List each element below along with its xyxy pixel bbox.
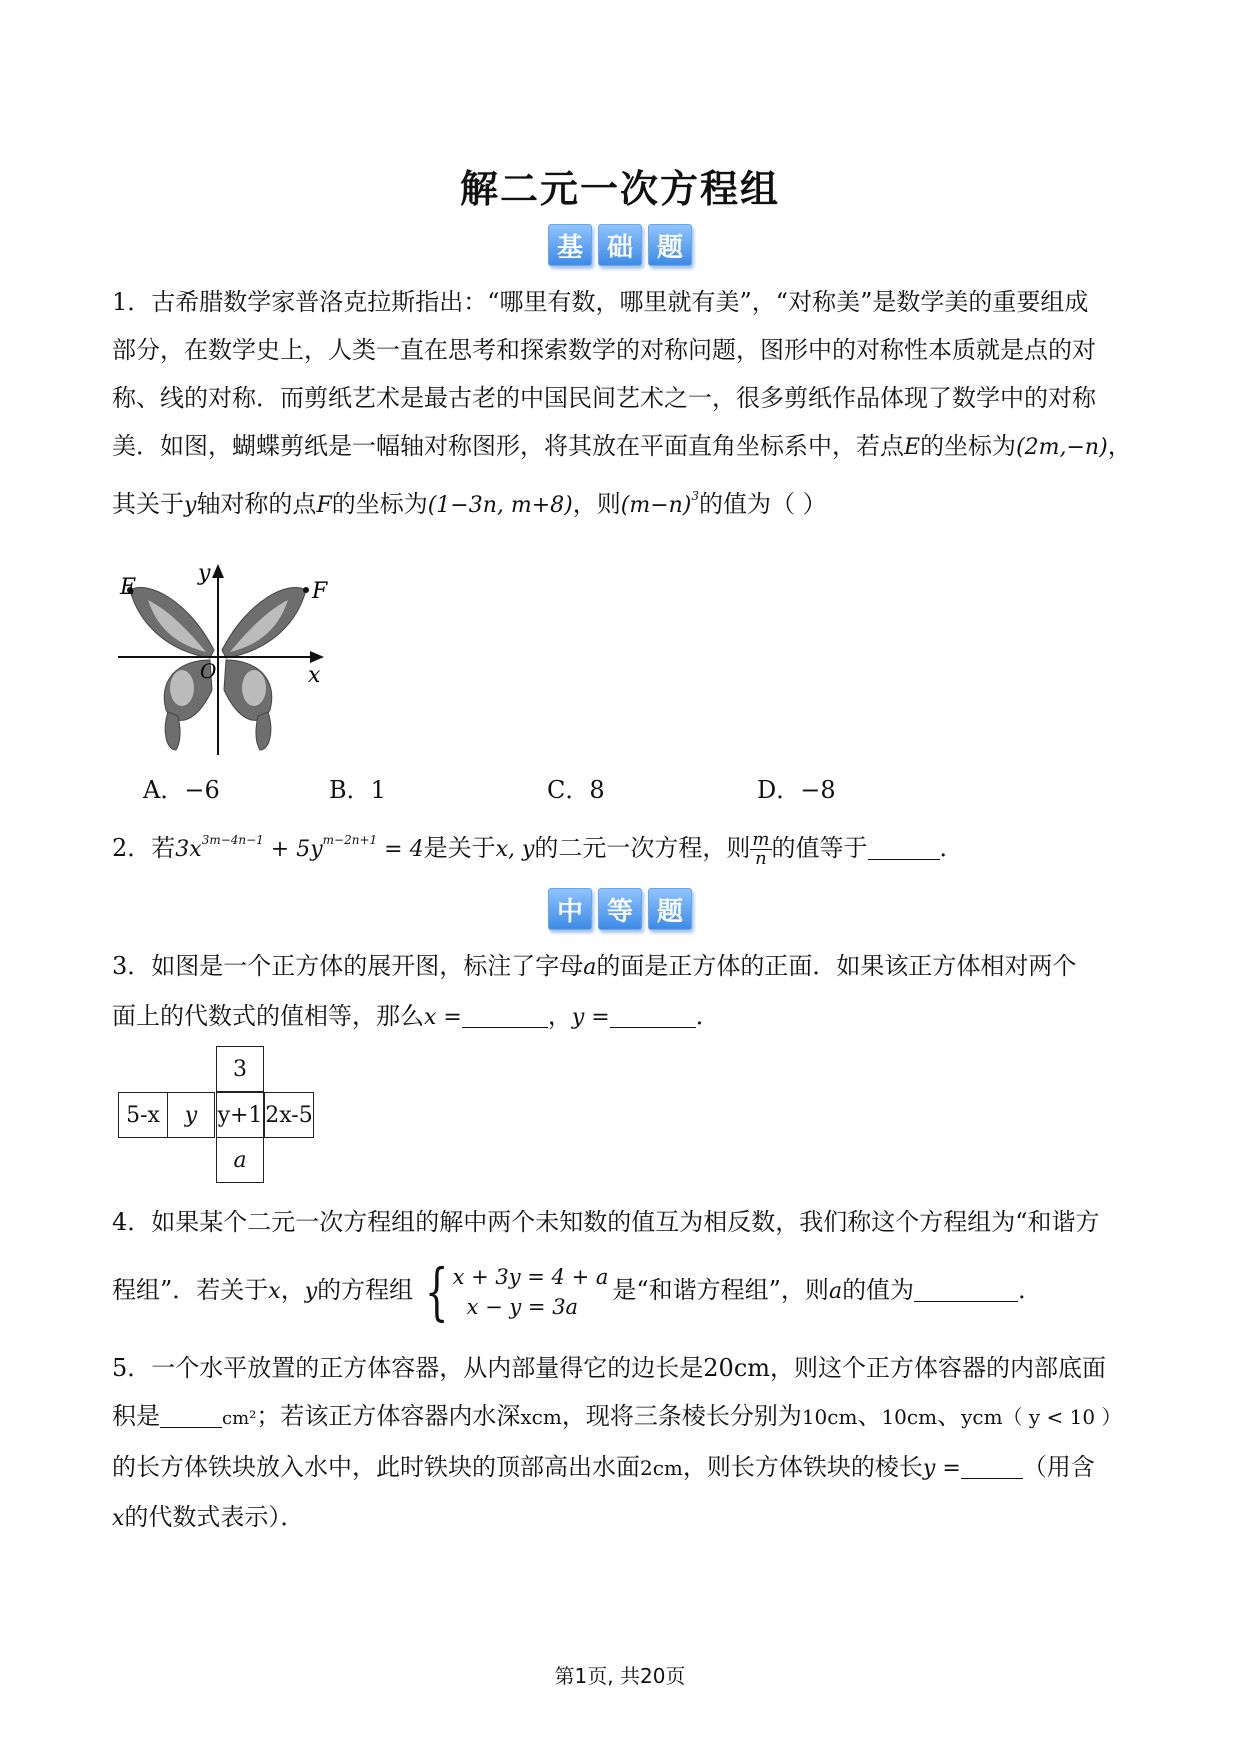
q3-text: 面上的代数式的值相等，那么 bbox=[112, 1002, 424, 1030]
q5-text: ，则长方体铁块的棱长 bbox=[682, 1453, 923, 1481]
q5-line bbox=[112, 1443, 1132, 1493]
choice-letter: D． bbox=[757, 776, 801, 804]
point-f-label: F bbox=[316, 493, 332, 518]
choice-letter: C． bbox=[547, 776, 590, 804]
y-axis-label: y bbox=[184, 493, 197, 518]
q2-exp1: 3m−4n−1 bbox=[201, 833, 264, 847]
q2-exp2: m−2n+1 bbox=[322, 833, 378, 847]
badge-char: 中 bbox=[548, 888, 592, 930]
q2-fraction bbox=[750, 831, 771, 868]
q5-length: ycm bbox=[961, 1405, 1003, 1429]
q5-x: x bbox=[112, 1506, 125, 1531]
figure-label-y: y bbox=[198, 561, 211, 586]
q5-length: 10cm bbox=[881, 1405, 938, 1429]
q3-text: 3．如图是一个正方体的展开图，标注了字母 bbox=[112, 952, 584, 980]
q1-choices bbox=[143, 770, 1043, 806]
q3-y-eq: y = bbox=[571, 1005, 610, 1030]
q1-text: 的值为（ ） bbox=[699, 490, 827, 518]
equation-1: x + 3y = 4 + a bbox=[452, 1264, 609, 1289]
choice-value: 1 bbox=[370, 776, 386, 804]
q2-term1: 3x bbox=[175, 837, 202, 862]
q5-line bbox=[112, 1392, 1132, 1443]
figure-label-f: F bbox=[312, 579, 328, 604]
q5-text: ，现将三条棱长分别为 bbox=[561, 1402, 802, 1430]
equation-2: x − y = 3a bbox=[466, 1294, 579, 1319]
q5-length: 10cm bbox=[801, 1405, 858, 1429]
q1-line: 1．古希腊数学家普洛克拉斯指出：“哪里有数，哪里就有美”，“对称美”是数学美的重要组成 bbox=[112, 288, 1089, 316]
badge-char: 题 bbox=[648, 888, 692, 930]
q1-text: ，则 bbox=[572, 490, 621, 518]
section-badge-basic bbox=[0, 224, 1240, 266]
choice-letter: A． bbox=[143, 776, 185, 804]
choice-a[interactable] bbox=[143, 770, 220, 805]
q2-text: 是关于 bbox=[423, 834, 496, 862]
badge-char: 础 bbox=[598, 224, 642, 266]
q4-answer-blank[interactable] bbox=[914, 1275, 1018, 1302]
q2-answer-blank[interactable] bbox=[868, 833, 940, 860]
butterfly-figure bbox=[118, 560, 338, 760]
q1-text: 美．如图，蝴蝶剪纸是一幅轴对称图形，将其放在平面直角坐标系中，若点 bbox=[112, 432, 904, 460]
q3-text: 的面是正方体的正面．如果该正方体相对两个 bbox=[596, 952, 1077, 980]
net-cell-4: 2x-5 bbox=[264, 1092, 314, 1138]
q3-x-eq: x = bbox=[424, 1005, 462, 1030]
equation-system bbox=[417, 1254, 609, 1328]
figure-label-o: O bbox=[200, 659, 217, 683]
q5-text: 的代数式表示）． bbox=[124, 1503, 305, 1531]
q1-text: 其关于 bbox=[112, 490, 184, 518]
q5-unit: cm² bbox=[222, 1408, 257, 1429]
system-brace: { bbox=[425, 1254, 449, 1328]
choice-b[interactable] bbox=[329, 770, 386, 805]
q4-text: 程组”．若关于 bbox=[112, 1276, 269, 1304]
q3-text: ， bbox=[547, 1002, 572, 1030]
q2-text: ． bbox=[939, 834, 964, 862]
q2-term2: + 5y bbox=[263, 837, 323, 862]
q4-x: x bbox=[268, 1279, 281, 1304]
question-5 bbox=[112, 1344, 1132, 1543]
f-coordinate: (1−3n, m+8) bbox=[427, 493, 573, 518]
section-badge-medium bbox=[0, 888, 1240, 930]
badge-char: 题 bbox=[648, 224, 692, 266]
q5-text: 5．一个水平放置的正方体容器，从内部量得它的边长是 bbox=[112, 1354, 704, 1382]
question-2 bbox=[112, 816, 1132, 874]
net-cell-1: 5-x bbox=[118, 1092, 168, 1138]
q5-line bbox=[112, 1493, 1132, 1543]
choice-c[interactable] bbox=[547, 770, 605, 805]
q5-text: （用含 bbox=[1022, 1453, 1095, 1481]
e-coordinate: (2m,−n) bbox=[1016, 435, 1108, 460]
q5-text: 积是 bbox=[112, 1402, 160, 1430]
fraction-denominator: n bbox=[755, 848, 767, 869]
q3-line bbox=[112, 992, 1132, 1042]
q4-text: ， bbox=[280, 1276, 305, 1304]
net-cell-2: y bbox=[167, 1092, 215, 1138]
q5-edge: 20cm bbox=[703, 1354, 771, 1382]
q1-line bbox=[112, 472, 1132, 530]
question-3 bbox=[112, 942, 1132, 1042]
q5-condition: （ y < 10 ） bbox=[1002, 1405, 1122, 1429]
q4-line bbox=[112, 1254, 1132, 1328]
figure-label-e: E bbox=[120, 575, 137, 600]
q4-text: 的值为 bbox=[842, 1276, 915, 1304]
badge-char: 等 bbox=[598, 888, 642, 930]
q5-y-eq: y = bbox=[922, 1456, 961, 1481]
q3-line bbox=[112, 942, 1132, 992]
q3-y-blank[interactable] bbox=[610, 1001, 696, 1028]
fraction-numerator: m bbox=[752, 829, 770, 850]
cube-net bbox=[118, 1046, 318, 1196]
q5-text: 、 bbox=[857, 1402, 882, 1430]
choice-value: 8 bbox=[589, 776, 605, 804]
choice-letter: B． bbox=[329, 776, 371, 804]
q1-line bbox=[112, 422, 1132, 472]
q4-y: y bbox=[304, 1279, 318, 1304]
point-e-label: E bbox=[904, 435, 921, 460]
question-4 bbox=[112, 1198, 1132, 1328]
q2-eq: = 4 bbox=[377, 837, 424, 862]
choice-value: −8 bbox=[800, 776, 836, 804]
choice-d[interactable] bbox=[757, 770, 836, 805]
q5-text: ；若该正方体容器内水深 bbox=[256, 1402, 521, 1430]
net-cell-top: 3 bbox=[216, 1046, 264, 1092]
q1-line: 部分，在数学史上，人类一直在思考和探索数学的对称问题，图形中的对称性本质就是点的对 bbox=[112, 336, 1096, 364]
q2-text: 的二元一次方程，则 bbox=[534, 834, 751, 862]
q5-area-blank[interactable] bbox=[160, 1401, 222, 1428]
q5-depth: xcm bbox=[520, 1405, 562, 1429]
q1-text: 的坐标为 bbox=[920, 432, 1017, 460]
expression-exponent: 3 bbox=[691, 489, 700, 503]
q5-line bbox=[112, 1344, 1132, 1392]
document-title: 解二元一次方程组 bbox=[459, 166, 780, 211]
q3-x-blank[interactable] bbox=[462, 1001, 548, 1028]
net-cell-3: y+1 bbox=[216, 1092, 264, 1138]
q3-a: a bbox=[583, 955, 597, 980]
expression: (m−n) bbox=[620, 493, 692, 518]
q5-y-blank[interactable] bbox=[961, 1452, 1023, 1479]
q1-text: 的坐标为 bbox=[331, 490, 428, 518]
q2-text: 的值等于 bbox=[771, 834, 868, 862]
q4-line: 4．如果某个二元一次方程组的解中两个未知数的值互为相反数，我们称这个方程组为“和谐方 bbox=[112, 1208, 1100, 1236]
q4-text: ． bbox=[1018, 1276, 1043, 1304]
q3-text: ． bbox=[695, 1002, 720, 1030]
q5-text: ，则这个正方体容器的内部底面 bbox=[770, 1354, 1107, 1382]
q4-text: 是“和谐方程组”，则 bbox=[612, 1276, 829, 1304]
q1-text: 轴对称的点 bbox=[196, 490, 317, 518]
badge-char: 基 bbox=[548, 224, 592, 266]
figure-label-x: x bbox=[308, 663, 321, 688]
q2-text: 2．若 bbox=[112, 834, 176, 862]
net-cell-bottom: a bbox=[216, 1137, 264, 1183]
q5-text: 的长方体铁块放入水中，此时铁块的顶部高出水面 bbox=[112, 1453, 640, 1481]
q1-line: 称、线的对称．而剪纸艺术是最古老的中国民间艺术之一，很多剪纸作品体现了数学中的对称 bbox=[112, 384, 1096, 412]
q4-text: 的方程组 bbox=[317, 1276, 414, 1304]
question-1 bbox=[112, 278, 1132, 530]
q4-a: a bbox=[828, 1279, 843, 1304]
q5-rise: 2cm bbox=[640, 1456, 683, 1480]
choice-value: −6 bbox=[184, 776, 220, 804]
page-footer: 第1页, 共20页 bbox=[554, 1664, 686, 1688]
q5-text: 、 bbox=[937, 1402, 962, 1430]
q1-text: ， bbox=[1107, 432, 1132, 460]
q2-vars: x, y bbox=[495, 837, 535, 862]
